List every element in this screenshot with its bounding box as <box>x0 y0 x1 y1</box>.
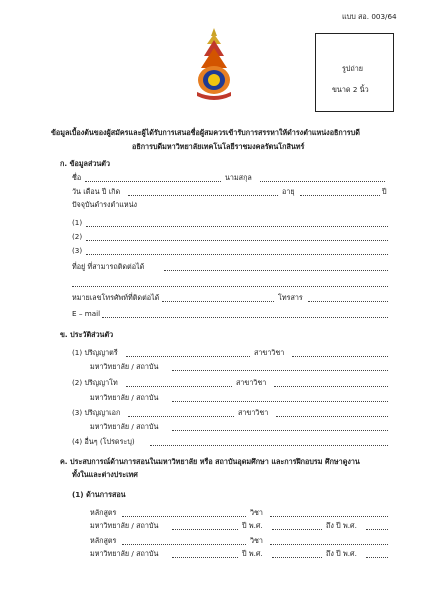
subject-2-field[interactable] <box>270 544 388 545</box>
master-major-label: สาขาวิชา <box>236 378 267 387</box>
form-code: แบบ สอ. 003/64 <box>342 12 397 21</box>
other-degree-field[interactable] <box>150 445 388 446</box>
address-label: ที่อยู่ ที่สามารถติดต่อได้ <box>72 262 145 271</box>
form-title: ข้อมูลเบื้องต้นของผู้สมัครและผู้ได้รับการเสนอชื่อผู้สมควรเข้ารับการสรรหาให้ดำรงตำแหน่งอธิการบดี <box>51 128 360 137</box>
master-degree-field[interactable] <box>126 386 232 387</box>
year-to-2-label: ถึง ปี พ.ศ. <box>326 549 357 558</box>
year-to-1-field[interactable] <box>366 529 388 530</box>
doctor-university-label: มหาวิทยาลัย / สถาบัน <box>90 422 159 431</box>
photo-box <box>315 33 394 112</box>
university-seal-logo <box>194 28 234 100</box>
address-field-1[interactable] <box>164 270 388 271</box>
bachelor-degree-field[interactable] <box>126 356 250 357</box>
bachelor-university-label: มหาวิทยาลัย / สถาบัน <box>90 362 159 371</box>
section-b-heading: ข. ประวัติส่วนตัว <box>60 330 114 339</box>
bachelor-university-field[interactable] <box>172 370 388 371</box>
position-3-field[interactable] <box>86 254 388 255</box>
doctor-university-field[interactable] <box>172 430 388 431</box>
subject-1-field[interactable] <box>270 516 388 517</box>
age-unit-label: ปี <box>382 187 387 196</box>
year-from-1-label: ปี พ.ศ. <box>242 521 263 530</box>
form-subtitle: อธิการบดีมหาวิทยาลัยเทคโนโลยีราชมงคลรัตนโกสินทร์ <box>132 142 305 151</box>
surname-label: นามสกุล <box>225 173 252 182</box>
doctor-degree-field[interactable] <box>128 416 234 417</box>
doctor-major-label: สาขาวิชา <box>238 408 269 417</box>
photo-size-label: ขนาด 2 นิ้ว <box>332 85 369 94</box>
position-1-field[interactable] <box>86 226 388 227</box>
year-from-2-label: ปี พ.ศ. <box>242 549 263 558</box>
email-field[interactable] <box>102 317 388 318</box>
teaching-university-1-field[interactable] <box>172 529 238 530</box>
section-c-heading: ค. ประสบการณ์ด้านการสอนในมหาวิทยาลัย หรือ สถาบันอุดมศึกษา และการฝึกอบรม ศึกษาดูงาน <box>60 457 360 466</box>
year-from-1-field[interactable] <box>272 529 322 530</box>
age-label: อายุ <box>282 187 295 196</box>
year-to-2-field[interactable] <box>366 557 388 558</box>
teaching-university-2-label: มหาวิทยาลัย / สถาบัน <box>90 549 159 558</box>
age-field[interactable] <box>300 195 380 196</box>
position-1-label: (1) <box>72 218 83 227</box>
course-1-label: หลักสูตร <box>90 508 117 517</box>
position-label: ปัจจุบันดำรงตำแหน่ง <box>72 200 138 209</box>
position-3-label: (3) <box>72 246 83 255</box>
teaching-heading: (1) ด้านการสอน <box>72 490 126 499</box>
master-university-label: มหาวิทยาลัย / สถาบัน <box>90 393 159 402</box>
bachelor-major-label: สาขาวิชา <box>254 348 285 357</box>
section-a-heading: ก. ข้อมูลส่วนตัว <box>60 159 110 168</box>
position-2-field[interactable] <box>86 240 388 241</box>
bachelor-label: (1) ปริญญาตรี <box>72 348 118 357</box>
birthdate-label: วัน เดือน ปี เกิด <box>72 187 121 196</box>
name-field[interactable] <box>85 181 221 182</box>
doctor-label: (3) ปริญญาเอก <box>72 408 121 417</box>
subject-1-label: วิชา <box>250 508 263 517</box>
course-1-field[interactable] <box>122 516 246 517</box>
teaching-university-1-label: มหาวิทยาลัย / สถาบัน <box>90 521 159 530</box>
email-label: E – mail <box>72 309 101 318</box>
master-major-field[interactable] <box>274 386 388 387</box>
section-c-heading-continued: ทั้งในและต่างประเทศ <box>72 470 138 479</box>
photo-label: รูปถ่าย <box>342 64 364 73</box>
fax-field[interactable] <box>308 301 388 302</box>
year-to-1-label: ถึง ปี พ.ศ. <box>326 521 357 530</box>
address-field-2[interactable] <box>72 286 388 287</box>
teaching-university-2-field[interactable] <box>172 557 238 558</box>
other-degree-label: (4) อื่นๆ (โปรดระบุ) <box>72 437 135 446</box>
doctor-major-field[interactable] <box>276 416 388 417</box>
phone-label: หมายเลขโทรศัพท์ที่ติดต่อได้ <box>72 293 160 302</box>
master-university-field[interactable] <box>172 401 388 402</box>
year-from-2-field[interactable] <box>272 557 322 558</box>
name-label: ชื่อ <box>72 173 82 182</box>
surname-field[interactable] <box>260 181 385 182</box>
fax-label: โทรสาร <box>278 293 303 302</box>
birthdate-field[interactable] <box>128 195 278 196</box>
course-2-field[interactable] <box>122 544 246 545</box>
bachelor-major-field[interactable] <box>292 356 388 357</box>
subject-2-label: วิชา <box>250 536 263 545</box>
course-2-label: หลักสูตร <box>90 536 117 545</box>
position-2-label: (2) <box>72 232 83 241</box>
master-label: (2) ปริญญาโท <box>72 378 118 387</box>
phone-field[interactable] <box>162 301 274 302</box>
